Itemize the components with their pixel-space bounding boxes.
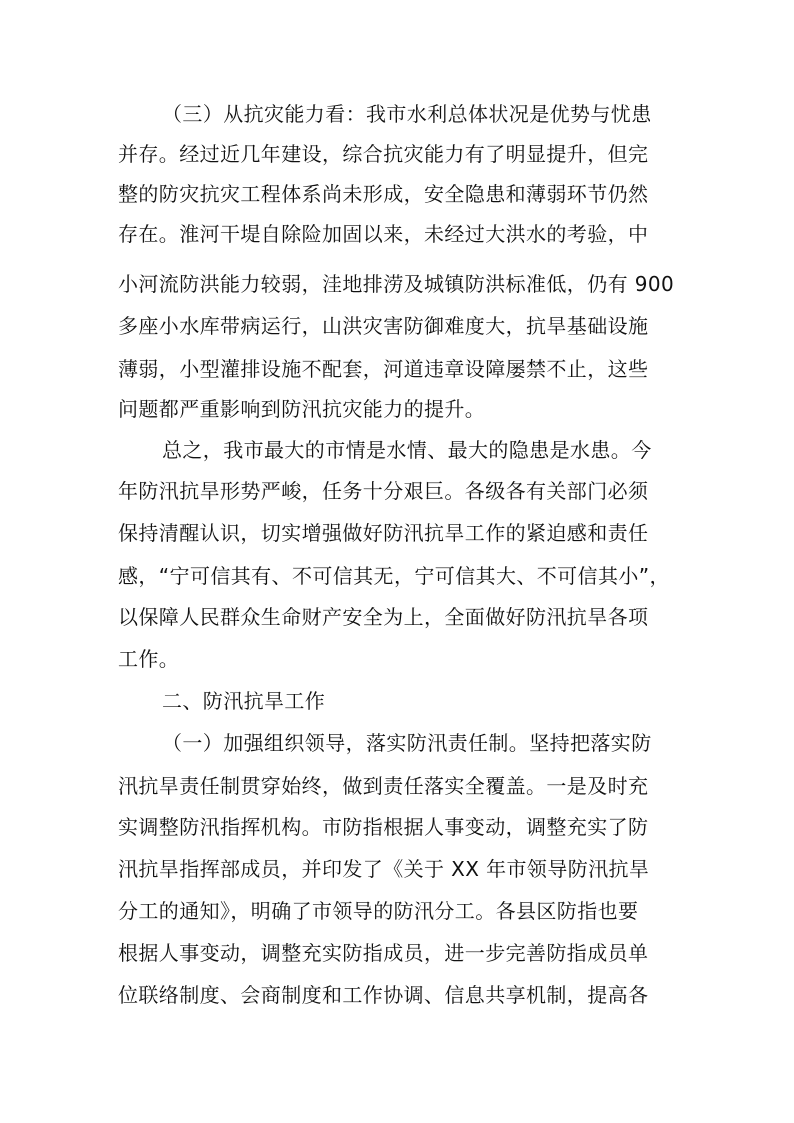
paragraph-2-line-1: 总之，我市最大的市情是水情、最大的隐患是水患。今 — [162, 438, 652, 462]
paragraph-2-line-4: 感，“宁可信其有、不可信其无，宁可信其大、不可信其小”， — [118, 564, 670, 588]
paragraph-3-line-7: 位联络制度、会商制度和工作协调、信息共享机制，提高各 — [118, 983, 649, 1007]
paragraph-2-line-3: 保持清醒认识，切实增强做好防汛抗旱工作的紧迫感和责任 — [118, 521, 649, 545]
paragraph-1-line-1: （三）从抗灾能力看：我市水利总体状况是优势与忧患 — [162, 102, 652, 126]
paragraph-3-line-3: 实调整防汛指挥机构。市防指根据人事变动，调整充实了防 — [118, 815, 649, 839]
paragraph-3-line-6: 根据人事变动，调整充实防指成员，进一步完善防指成员单 — [118, 941, 649, 965]
paragraph-1-line-2: 并存。经过近几年建设，综合抗灾能力有了明显提升，但完 — [118, 142, 649, 166]
paragraph-3-line-4: 汛抗旱指挥部成员，并印发了《关于 XX 年市领导防汛抗旱 — [118, 857, 650, 881]
paragraph-1-line-7: 薄弱，小型灌排设施不配套，河道违章设障屡禁不止，这些 — [118, 357, 649, 381]
paragraph-1-line-3: 整的防灾抗灾工程体系尚未形成，安全隐患和薄弱环节仍然 — [118, 182, 649, 206]
paragraph-1-line-6: 多座小水库带病运行，山洪灾害防御难度大，抗旱基础设施 — [118, 314, 649, 338]
paragraph-2-line-5: 以保障人民群众生命财产安全为上，全面做好防汛抗旱各项 — [118, 605, 649, 629]
paragraph-3-line-2: 汛抗旱责任制贯穿始终，做到责任落实全覆盖。一是及时充 — [118, 774, 649, 798]
section-heading: 二、防汛抗旱工作 — [162, 689, 326, 713]
paragraph-1-line-5: 小河流防洪能力较弱，洼地排涝及城镇防洪标准低，仍有 900 — [118, 272, 675, 296]
paragraph-3-line-5: 分工的通知》，明确了市领导的防汛分工。各县区防指也要 — [118, 899, 639, 923]
paragraph-1-line-4: 存在。淮河干堤自除险加固以来，未经过大洪水的考验，中 — [118, 222, 649, 246]
paragraph-1-line-8: 问题都严重影响到防汛抗灾能力的提升。 — [118, 397, 486, 421]
paragraph-2-line-6: 工作。 — [118, 647, 180, 671]
paragraph-2-line-2: 年防汛抗旱形势严峻，任务十分艰巨。各级各有关部门必须 — [118, 479, 649, 503]
paragraph-3-line-1: （一）加强组织领导，落实防汛责任制。坚持把落实防 — [162, 731, 652, 755]
